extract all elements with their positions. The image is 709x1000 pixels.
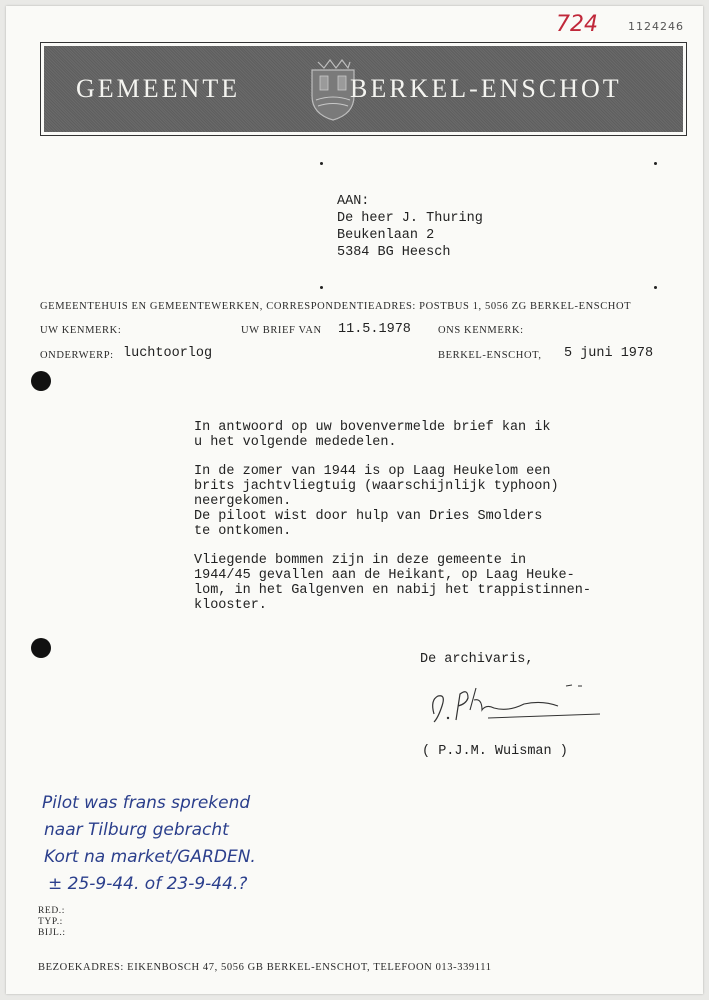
onderwerp-label: ONDERWERP: — [40, 350, 114, 361]
body-line: neergekomen. — [194, 494, 292, 509]
recipient-line: De heer J. Thuring — [337, 211, 483, 226]
archive-number: 724 — [556, 12, 598, 37]
window-mark — [320, 162, 323, 165]
body-line: te ontkomen. — [194, 524, 292, 539]
letter-body — [194, 420, 594, 627]
punch-hole — [31, 638, 51, 658]
body-line: De piloot wist door hulp van Dries Smolders — [194, 509, 543, 524]
window-mark — [320, 286, 323, 289]
visit-address: BEZOEKADRES: EIKENBOSCH 47, 5056 GB BERKEL-ENSCHOT, TELEFOON 013-339111 — [38, 962, 492, 973]
body-line: Vliegende bommen zijn in deze gemeente in — [194, 553, 527, 568]
body-line: In antwoord op uw bovenvermelde brief kan ik — [194, 420, 551, 435]
ons-kenmerk-label: ONS KENMERK: — [438, 325, 524, 336]
bijl-label: BIJL.: — [38, 928, 66, 938]
note-line: ± 25-9-44. of 23-9-44.? — [48, 874, 248, 894]
onderwerp-value: luchtoorlog — [123, 346, 213, 361]
body-line: klooster. — [194, 598, 267, 613]
correspondence-address: GEMEENTEHUIS EN GEMEENTEWERKEN, CORRESPONDENTIEADRES: POSTBUS 1, 5056 ZG BERKEL-ENSCHOT — [40, 301, 632, 312]
note-line: Kort na market/GARDEN. — [44, 847, 256, 867]
recipient-line: 5384 BG Heesch — [337, 245, 451, 260]
typ-label: TYP.: — [38, 917, 63, 927]
recipient-address — [337, 193, 483, 261]
closing-salutation: De archivaris, — [420, 652, 534, 667]
letterhead-word-town: BERKEL-ENSCHOT — [350, 74, 622, 103]
body-line: 1944/45 gevallen aan de Heikant, op Laag Heuke- — [194, 568, 575, 583]
body-line: u het volgende mededelen. — [194, 435, 397, 450]
letter-page — [6, 6, 703, 994]
note-line: Pilot was frans sprekend — [42, 793, 251, 813]
uw-brief-label: UW BRIEF VAN — [241, 325, 322, 336]
punch-hole — [31, 371, 51, 391]
letterhead-word-gemeente: GEMEENTE — [76, 74, 241, 103]
body-paragraph — [194, 420, 594, 450]
handwritten-note — [42, 790, 256, 898]
window-mark — [654, 162, 657, 165]
recipient-line: AAN: — [337, 194, 370, 209]
body-paragraph — [194, 553, 594, 613]
uw-brief-date: 11.5.1978 — [338, 322, 411, 337]
body-line: brits jachtvliegtuig (waarschijnlijk typhoon) — [194, 479, 559, 494]
body-paragraph — [194, 464, 594, 539]
archive-reference: 1124246 — [628, 20, 684, 33]
letterhead-banner — [40, 42, 687, 136]
body-line: In de zomer van 1944 is op Laag Heukelom een — [194, 464, 551, 479]
signatory-name: ( P.J.M. Wuisman ) — [422, 744, 568, 759]
recipient-line: Beukenlaan 2 — [337, 228, 435, 243]
letter-date: 5 juni 1978 — [564, 346, 654, 361]
place-label: BERKEL-ENSCHOT, — [438, 350, 542, 361]
signature-icon — [424, 674, 604, 730]
window-mark — [654, 286, 657, 289]
uw-kenmerk-label: UW KENMERK: — [40, 325, 122, 336]
red-label: RED.: — [38, 906, 66, 916]
body-line: lom, in het Galgenven en nabij het trappistinnen- — [194, 583, 591, 598]
note-line: naar Tilburg gebracht — [44, 820, 229, 840]
